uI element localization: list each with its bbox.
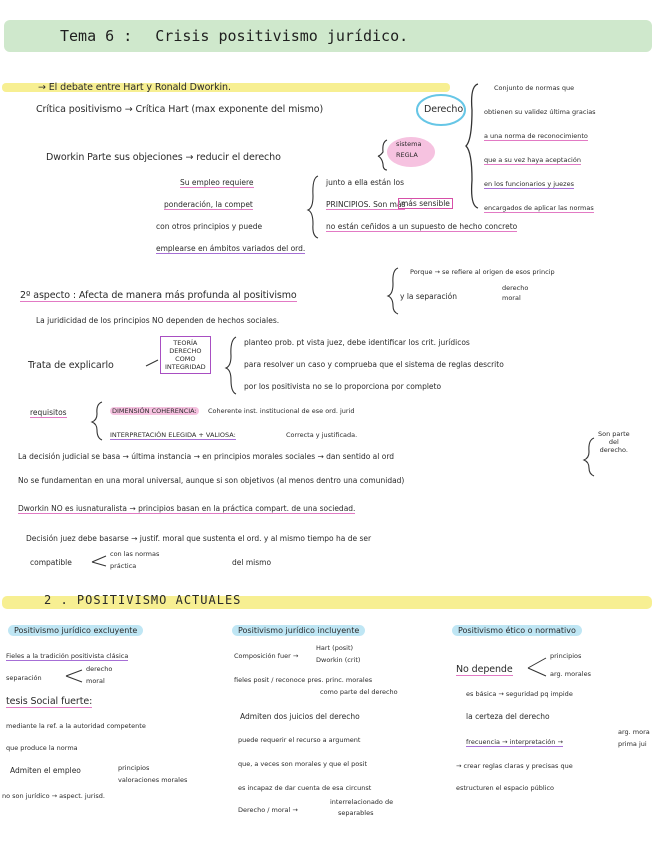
col2-line: que, a veces son morales y que el posit	[238, 760, 368, 768]
son-parte	[598, 430, 630, 454]
col2-hart: Hart (posit)	[316, 644, 354, 652]
no-cenidos	[326, 222, 517, 231]
col3-line	[466, 738, 563, 746]
col2-line: es incapaz de dar cuenta de esa circunst	[238, 784, 372, 792]
def-line-text: encargados de aplicar las normas	[484, 204, 594, 212]
empleo-requiere-text: Su empleo requiere	[180, 178, 254, 187]
mas-sensible-box: más sensible	[398, 198, 453, 209]
sep-moral: moral	[502, 294, 521, 302]
dim-coherencia-desc: Coherente inst. institucional de ese ord. jurid	[208, 407, 355, 415]
ponderacion	[164, 200, 253, 209]
junto-ella: junto a ella están los	[326, 178, 405, 187]
no-cenidos-text: no están ceñidos a un supuesto de hecho concreto	[326, 222, 518, 231]
col3-no-depende	[456, 664, 513, 675]
col3-line-text: frecuencia → interpretación →	[466, 738, 563, 746]
practica: práctica	[110, 562, 137, 570]
col3-line: estructuren el espacio público	[456, 784, 555, 792]
regla-label: REGLA	[396, 151, 418, 159]
requisitos-text: requisitos	[30, 408, 67, 417]
col1-valoraciones: valoraciones morales	[118, 776, 188, 784]
separacion-label: y la separación	[400, 292, 457, 301]
no-fundamentan: No se fundamentan en una moral universal, aunque si son objetivos (al menos dentro una comunidad)	[18, 476, 405, 485]
teoria-line: DERECHO	[169, 347, 202, 355]
del-mismo: del mismo	[232, 558, 272, 567]
col1-heading: Positivismo jurídico excluyente	[8, 625, 143, 636]
def-line: obtienen su validez última gracias	[484, 108, 596, 116]
col2-line: Admiten dos juicios del derecho	[240, 712, 360, 721]
col1-line: que produce la norma	[6, 744, 78, 752]
col3-principios: principios	[550, 652, 582, 660]
col2-interrelacionados: interrelacionado de	[330, 798, 394, 806]
dworkin-no-iusnat-text: Dworkin NO es iusnaturalista → principios basan en la práctica compart. de una sociedad.	[18, 504, 356, 513]
col1-moral: moral	[86, 677, 105, 685]
col3-arg-mora: arg. mora	[618, 728, 650, 736]
otros-principios: con otros principios y puede	[156, 222, 263, 231]
col1-line: mediante la ref. a la autoridad competente	[6, 722, 146, 730]
def-line	[484, 132, 588, 140]
teoria-line: COMO	[175, 355, 196, 363]
interp-desc: Correcta y justificada.	[286, 431, 358, 439]
resolver-line: para resolver un caso y comprueba que el sistema de reglas descrito	[244, 360, 504, 369]
def-line	[484, 180, 574, 188]
col1-line-text: tesis Social fuerte:	[6, 696, 93, 707]
segundo-aspecto	[20, 290, 297, 301]
col2-separables: separables	[338, 809, 374, 817]
teoria-line: INTEGRIDAD	[165, 363, 206, 371]
col2-derecho-moral: Derecho / moral →	[238, 806, 298, 814]
derecho-circled: Derecho	[424, 104, 464, 115]
principios-son-text: PRINCIPIOS. Son más	[326, 200, 406, 209]
teoria-integridad-box	[160, 336, 211, 374]
principios-son	[326, 200, 405, 209]
dworkin-objeciones: Dworkin Parte sus objeciones → reducir el derecho	[46, 152, 281, 163]
col1-derecho: derecho	[86, 665, 113, 673]
col1-line-text: Fieles a la tradición positivista clásica	[6, 652, 129, 660]
col3-line: → crear reglas claras y precisas que	[456, 762, 573, 770]
son-parte-line: derecho.	[599, 446, 628, 454]
col3-line: es básica → seguridad pq impide	[466, 690, 573, 698]
def-line	[484, 156, 581, 164]
col2-heading: Positivismo jurídico incluyente	[232, 625, 365, 636]
col1-line	[6, 652, 128, 660]
def-line	[484, 204, 594, 212]
col3-prima-jui: prima jui	[618, 740, 647, 748]
def-line-text: a una norma de reconocimiento	[484, 132, 588, 140]
juridicidad-line: La juridicidad de los principios NO dependen de hechos sociales.	[36, 316, 280, 325]
con-normas: con las normas	[110, 550, 160, 558]
col2-comp: Composición fuer →	[234, 652, 299, 660]
col3-no-depende-text: No depende	[456, 664, 513, 675]
col1-line: Admiten el empleo	[10, 766, 81, 775]
planteo-line: planteo prob. pt vista juez, debe identificar los crit. jurídicos	[244, 338, 470, 347]
emplearse-text: emplearse en ámbitos variados del ord.	[156, 244, 306, 253]
ponderacion-text: ponderación, la compet	[164, 200, 253, 209]
sistema-label: sistema	[396, 140, 422, 148]
dim-coherencia	[110, 407, 199, 415]
dworkin-no-iusnat	[18, 504, 355, 513]
col1-line	[6, 696, 92, 707]
positivista-line: por los positivista no se lo proporciona por completo	[244, 382, 442, 391]
compatible: compatible	[30, 558, 72, 567]
debate-heading: → El debate entre Hart y Ronald Dworkin.	[38, 82, 231, 93]
decision-judicial: La decisión judicial se basa → última instancia → en principios morales sociales → dan sentido al ord	[18, 452, 395, 461]
porque-line: Porque → se refiere al origen de esos princip	[410, 268, 555, 276]
dim-coherencia-text: DIMENSIÓN COHERENCIA:	[112, 407, 197, 415]
teoria-line: TEORÍA	[173, 339, 198, 347]
decision-juez: Decisión juez debe basarse → justif. moral que sustenta el ord. y al mismo tiempo ha de ser	[26, 534, 372, 543]
emplearse-ambitos	[156, 244, 305, 253]
trata-explicarlo: Trata de explicarlo	[28, 360, 114, 371]
def-line-text: que a su vez haya aceptación	[484, 156, 581, 164]
col3-line: la certeza del derecho	[466, 712, 550, 721]
col2-como-parte: como parte del derecho	[320, 688, 398, 696]
sep-derecho: derecho	[502, 284, 529, 292]
col3-heading: Positivismo ético o normativo	[452, 625, 582, 636]
segundo-aspecto-text: 2º aspecto : Afecta de manera más profunda al positivismo	[20, 290, 297, 301]
title-subtitle: Crisis positivismo jurídico.	[155, 27, 409, 45]
def-line-text: en los funcionarios y juezes	[484, 180, 574, 188]
col1-line: separación	[6, 674, 42, 682]
interp-elegida-text: INTERPRETACIÓN ELEGIDA + VALIOSA:	[110, 431, 236, 439]
def-line: Conjunto de normas que	[494, 84, 575, 92]
son-parte-line: del	[608, 438, 619, 446]
interp-elegida	[110, 431, 236, 439]
empleo-requiere	[180, 178, 254, 187]
col2-fieles: fieles posit / reconoce pres. princ. morales	[234, 676, 373, 684]
critica-line: Crítica positivismo → Crítica Hart (max exponente del mismo)	[36, 104, 324, 115]
col1-principios: principios	[118, 764, 150, 772]
requisitos	[30, 408, 67, 417]
son-parte-line: Son parte	[598, 430, 630, 438]
section-2-title: 2 . POSITIVISMO ACTUALES	[44, 593, 242, 607]
title-main: Tema 6 :	[60, 27, 133, 45]
col2-line: puede requerir el recurso a argument	[238, 736, 361, 744]
col3-arg-morales: arg. morales	[550, 670, 591, 678]
col1-line: no son jurídico → aspect. jurisd.	[2, 792, 105, 800]
col2-dworkin: Dworkin (crit)	[316, 656, 361, 664]
